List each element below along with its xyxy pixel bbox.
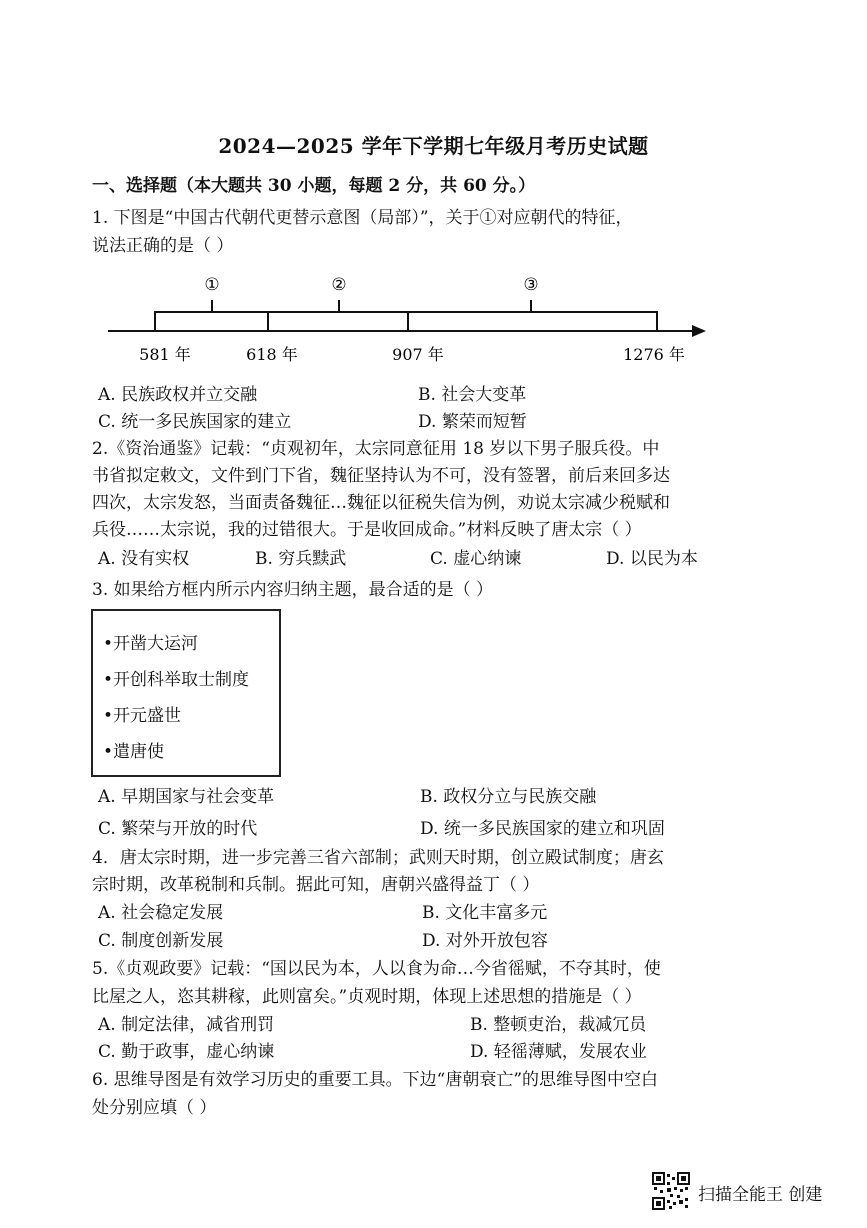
q5-option-b: B. 整顿吏治，裁减冗员 bbox=[470, 1015, 647, 1035]
q1-stem-line2: 说法正确的是（ ） bbox=[92, 236, 234, 256]
timeline-year-581: 581 年 bbox=[139, 345, 191, 364]
q3-box-item: •开凿大运河 bbox=[103, 634, 199, 654]
q2-stem-line2: 书省拟定敕文，文件到门下省，魏征坚持认为不可，没有签署，前后来回多达 bbox=[92, 466, 670, 486]
q2-stem-line4: 兵役……太宗说，我的过错很大。于是收回成命。”材料反映了唐太宗（ ） bbox=[92, 520, 642, 540]
section-heading: 一、选择题（本大题共 30 小题，每题 2 分，共 60 分。） bbox=[92, 176, 536, 196]
dynasty-timeline bbox=[100, 268, 720, 368]
timeline-marker-2: ② bbox=[331, 275, 347, 295]
timeline-year-618: 618 年 bbox=[246, 345, 298, 364]
timeline-segment-2 bbox=[268, 312, 408, 331]
timeline-segment-1 bbox=[155, 312, 268, 331]
q6-stem-line1: 6. 思维导图是有效学习历史的重要工具。下边“唐朝衰亡”的思维导图中空白 bbox=[92, 1070, 659, 1090]
q2-option-b: B. 穷兵黩武 bbox=[255, 549, 347, 569]
q1-option-d: D. 繁荣而短暂 bbox=[418, 412, 527, 432]
q1-option-b: B. 社会大变革 bbox=[418, 385, 527, 405]
q4-stem-line1: 4．唐太宗时期，进一步完善三省六部制；武则天时期，创立殿试制度；唐玄 bbox=[92, 848, 664, 868]
q5-option-c: C. 勤于政事，虚心纳谏 bbox=[98, 1042, 275, 1062]
timeline-marker-1: ① bbox=[204, 275, 220, 295]
q5-stem-line2: 比屋之人，恣其耕稼，此则富矣。”贞观时期，体现上述思想的措施是（ ） bbox=[92, 987, 642, 1007]
q2-stem-line1: 2.《资治通鉴》记载：“贞观初年，太宗同意征用 18 岁以下男子服兵役。中 bbox=[92, 439, 660, 459]
q4-stem-line2: 宗时期，改革税制和兵制。据此可知，唐朝兴盛得益丁（ ） bbox=[92, 875, 540, 895]
q1-stem-line1: 1. 下图是“中国古代朝代更替示意图（局部）”，关于①对应朝代的特征， bbox=[92, 208, 633, 228]
q3-box-item: •开元盛世 bbox=[103, 706, 182, 726]
timeline-marker-3: ③ bbox=[523, 275, 539, 295]
q3-stem: 3. 如果给方框内所示内容归纳主题，最合适的是（ ） bbox=[92, 580, 494, 600]
q2-stem-line3: 四次，太宗发怒，当面责备魏征…魏征以征税失信为例，劝说太宗减少税赋和 bbox=[92, 493, 670, 513]
scanner-watermark bbox=[652, 1172, 852, 1212]
q3-content-box bbox=[91, 609, 281, 777]
q5-stem-line1: 5.《贞观政要》记载：“国以民为本，人以食为命…今省徭赋，不夺其时，使 bbox=[92, 959, 661, 979]
q4-option-b: B. 文化丰富多元 bbox=[422, 903, 548, 923]
exam-title: 2024—2025 学年下学期七年级月考历史试题 bbox=[218, 134, 649, 158]
qr-code-icon bbox=[652, 1172, 690, 1210]
timeline-year-907: 907 年 bbox=[392, 345, 444, 364]
scanner-label: 扫描全能王 创建 bbox=[698, 1185, 823, 1205]
q2-option-a: A. 没有实权 bbox=[98, 549, 190, 569]
q4-option-d: D. 对外开放包容 bbox=[422, 931, 548, 951]
q2-option-d: D. 以民为本 bbox=[606, 549, 698, 569]
q3-option-a: A. 早期国家与社会变革 bbox=[98, 787, 275, 807]
q1-option-c: C. 统一多民族国家的建立 bbox=[98, 412, 292, 432]
q6-stem-line2: 处分别应填（ ） bbox=[92, 1098, 217, 1118]
q3-box-item: •遣唐使 bbox=[103, 742, 165, 762]
timeline-year-1276: 1276 年 bbox=[623, 345, 685, 364]
q4-option-c: C. 制度创新发展 bbox=[98, 931, 224, 951]
timeline-arrow bbox=[692, 325, 706, 337]
q3-option-c: C. 繁荣与开放的时代 bbox=[98, 819, 258, 839]
timeline-segment-3 bbox=[408, 312, 657, 331]
q1-option-a: A. 民族政权并立交融 bbox=[98, 385, 258, 405]
q3-option-b: B. 政权分立与民族交融 bbox=[420, 787, 597, 807]
q3-box-item: •开创科举取士制度 bbox=[103, 670, 250, 690]
q4-option-a: A. 社会稳定发展 bbox=[98, 903, 224, 923]
q2-option-c: C. 虚心纳谏 bbox=[430, 549, 522, 569]
q3-option-d: D. 统一多民族国家的建立和巩固 bbox=[420, 819, 665, 839]
q5-option-d: D. 轻徭薄赋，发展农业 bbox=[470, 1042, 647, 1062]
q5-option-a: A. 制定法律，减省刑罚 bbox=[98, 1015, 275, 1035]
